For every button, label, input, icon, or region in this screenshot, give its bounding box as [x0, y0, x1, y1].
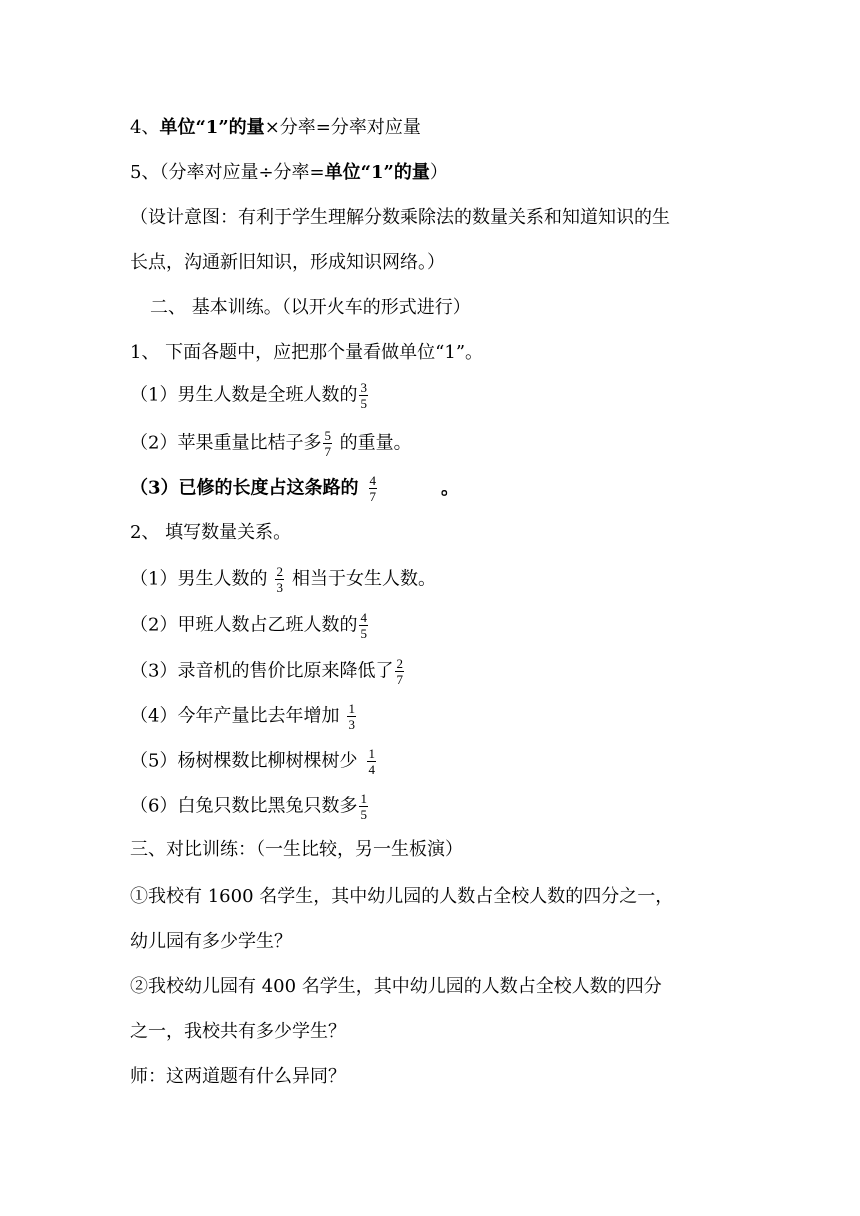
- formula-line-4: [130, 116, 421, 140]
- task-1-heading: 1、 下面各题中，应把那个量看做单位“1”。: [130, 342, 484, 363]
- denominator: 7: [396, 672, 403, 687]
- bold-term: 单位“1”的量: [324, 162, 430, 183]
- numerator: 2: [396, 656, 403, 671]
- relation-1: [130, 564, 436, 595]
- question-3: [130, 473, 459, 504]
- denominator: 4: [368, 762, 375, 777]
- fraction: [359, 380, 368, 411]
- denominator: 5: [360, 626, 367, 641]
- problem-1-line-1: ①我校有 1600 名学生，其中幼儿园的人数占全校人数的四分之一，: [130, 886, 674, 907]
- fraction: [367, 746, 376, 777]
- question-text: （1）男生人数是全班人数的: [130, 384, 358, 406]
- question-text: （4）今年产量比去年增加: [130, 705, 340, 727]
- design-intent-line-2: 长点，沟通新旧知识，形成知识网络。）: [130, 252, 445, 273]
- fraction: [395, 656, 404, 687]
- denominator: 5: [360, 396, 367, 411]
- relation-4: [130, 701, 358, 732]
- relation-2: [130, 610, 370, 641]
- question-2: [130, 428, 412, 459]
- bold-term: 单位“1”的量: [159, 117, 265, 138]
- denominator: 3: [276, 580, 283, 595]
- formula-text: ）: [429, 162, 448, 183]
- numerator: 3: [360, 380, 367, 395]
- relation-3: [130, 656, 406, 687]
- question-text: （2）苹果重量比桔子多: [130, 432, 322, 454]
- fraction: [359, 610, 368, 641]
- problem-2-line-2: 之一，我校共有多少学生？: [130, 1021, 346, 1042]
- denominator: 3: [348, 717, 355, 732]
- fraction: [369, 473, 378, 504]
- item-number: 4、: [130, 117, 160, 138]
- question-text: （1）男生人数的: [130, 568, 268, 590]
- denominator: 7: [324, 444, 331, 459]
- question-text-after: 。: [441, 477, 460, 499]
- question-text: （2）甲班人数占乙班人数的: [130, 614, 358, 636]
- task-2-heading: 2、 填写数量关系。: [130, 522, 292, 543]
- relation-5: [130, 746, 378, 777]
- fraction: [359, 791, 368, 822]
- numerator: 5: [324, 428, 331, 443]
- question-text: （6）白兔只数比黑兔只数多: [130, 795, 358, 817]
- question-text: （3）录音机的售价比原来降低了: [130, 660, 394, 682]
- relation-6: [130, 791, 370, 822]
- design-intent-line-1: （设计意图：有利于学生理解分数乘除法的数量关系和知道知识的生: [130, 207, 670, 228]
- formula-line-5: [130, 161, 448, 185]
- fraction: [347, 701, 356, 732]
- problem-1-line-2: 幼儿园有多少学生？: [130, 931, 292, 952]
- numerator: 4: [360, 610, 367, 625]
- section-heading-basic-training: 二、 基本训练。（以开火车的形式进行）: [150, 297, 471, 318]
- numerator: 1: [368, 746, 375, 761]
- denominator: 7: [369, 489, 377, 504]
- denominator: 5: [360, 807, 367, 822]
- question-1: [130, 380, 370, 411]
- problem-2-line-1: ②我校幼儿园有 400 名学生，其中幼儿园的人数占全校人数的四分: [130, 976, 662, 997]
- fraction: [323, 428, 332, 459]
- numerator: 4: [369, 473, 377, 488]
- question-text: （3）已修的长度占这条路的: [130, 477, 359, 499]
- numerator: 1: [360, 791, 367, 806]
- numerator: 1: [348, 701, 355, 716]
- fraction: [275, 564, 284, 595]
- section-heading-comparison: 三、对比训练：（一生比较，另一生板演）: [130, 839, 463, 860]
- question-text-after: 相当于女生人数。: [291, 568, 436, 590]
- question-text: （5）杨树棵数比柳树棵树少: [130, 750, 358, 772]
- teacher-question: 师：这两道题有什么异同？: [130, 1066, 346, 1087]
- formula-text: ×分率=分率对应量: [264, 117, 421, 138]
- formula-text: 5、（分率对应量÷分率=: [130, 162, 325, 183]
- question-text-after: 的重量。: [333, 432, 412, 454]
- numerator: 2: [276, 564, 283, 579]
